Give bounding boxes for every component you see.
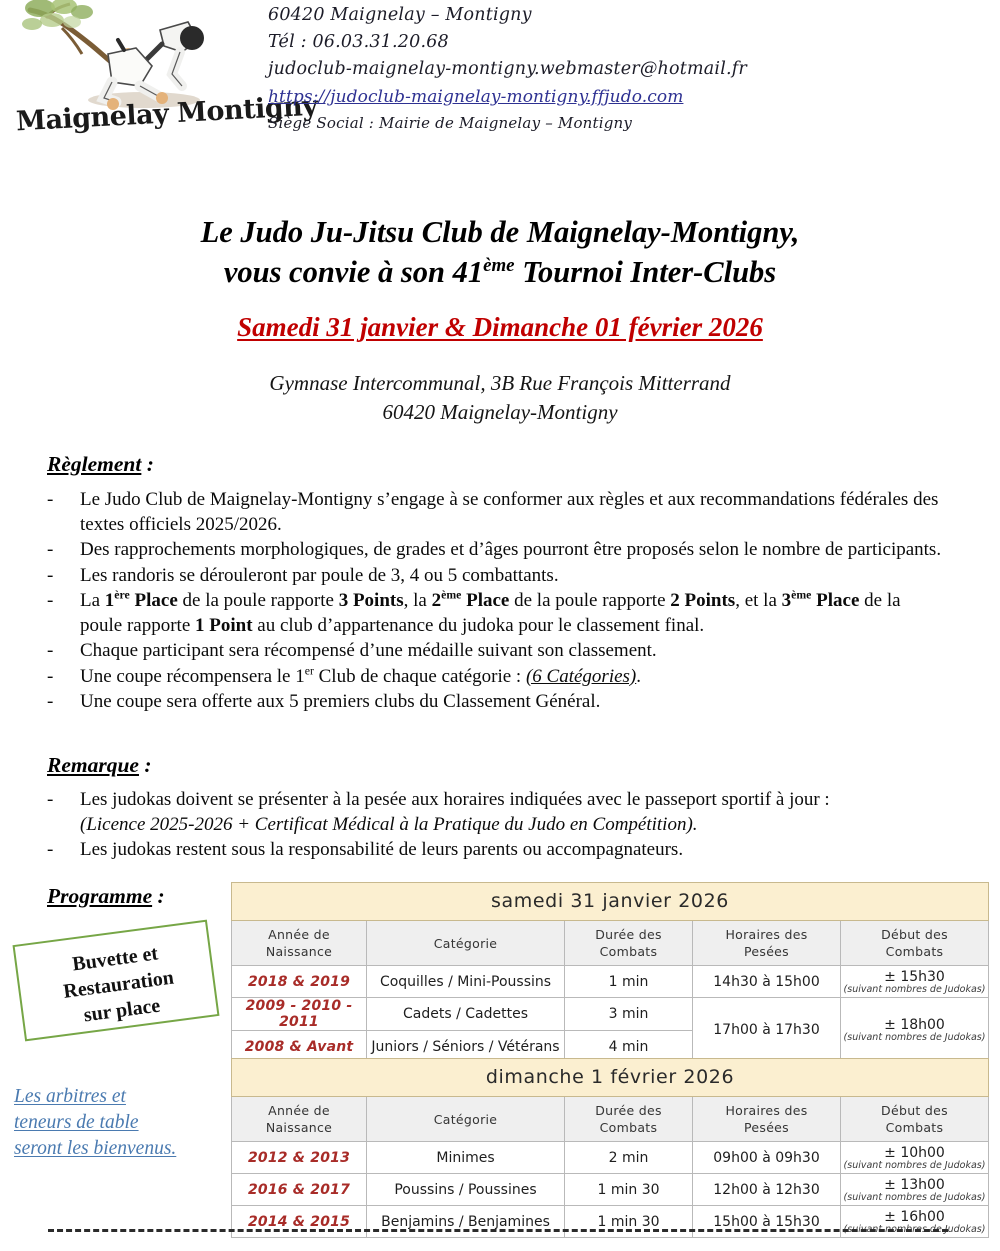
event-venue-line1: Gymnase Intercommunal, 3B Rue François Mitterrand bbox=[269, 371, 731, 395]
event-title-ordinal-suffix: ème bbox=[483, 254, 515, 276]
table-day-title-row bbox=[232, 883, 989, 921]
cell-category: Cadets / Cadettes bbox=[367, 998, 565, 1031]
cell-weighin: 12h00 à 12h30 bbox=[693, 1174, 841, 1206]
referees-line2: teneurs de table bbox=[14, 1112, 139, 1133]
remark-heading bbox=[47, 753, 152, 778]
cell-start bbox=[841, 966, 989, 998]
rules-item: - Les randoris se dérouleront par poule de 3, 4 ou 5 combattants. bbox=[40, 564, 945, 589]
table-row bbox=[232, 998, 989, 1031]
remark-item-weighin bbox=[40, 788, 945, 837]
rules-item: - Le Judo Club de Maignelay-Montigny s’engage à se conformer aux règles et aux recommandations fédérales des textes officiels 2025/2026. bbox=[40, 488, 945, 537]
club-logo-caption: Maignelay Montigny bbox=[15, 90, 319, 138]
cell-category: Minimes bbox=[367, 1142, 565, 1174]
table-row bbox=[232, 1174, 989, 1206]
cell-year: 2014 & 2015 bbox=[232, 1206, 367, 1238]
rules-item: - Des rapprochements morphologiques, de grades et d’âges pourront être proposés selon le nombre de participants. bbox=[40, 538, 945, 563]
event-venue bbox=[0, 369, 1000, 427]
cell-weighin: 14h30 à 15h00 bbox=[693, 966, 841, 998]
cell-category: Coquilles / Mini-Poussins bbox=[367, 966, 565, 998]
event-title bbox=[0, 212, 1000, 292]
club-logo bbox=[12, 0, 319, 150]
rules-item: - Une coupe sera offerte aux 5 premiers clubs du Classement Général. bbox=[40, 690, 945, 715]
table-header-row bbox=[232, 921, 989, 966]
column-header-weighin: Horaires des Pesées bbox=[693, 1097, 841, 1142]
remark-section bbox=[40, 788, 945, 864]
column-header-start: Début des Combats bbox=[841, 1097, 989, 1142]
table-row bbox=[232, 966, 989, 998]
cell-start bbox=[841, 1174, 989, 1206]
cell-start-note: (suivant nombres de Judokas) bbox=[843, 983, 986, 995]
rules-heading-colon: : bbox=[141, 452, 154, 476]
cell-year: 2008 & Avant bbox=[232, 1031, 367, 1063]
remark-heading-text: Remarque bbox=[47, 753, 139, 777]
cell-weighin: 17h00 à 17h30 bbox=[693, 998, 841, 1063]
cell-start-note: (suivant nombres de Judokas) bbox=[843, 1191, 986, 1203]
event-title-line2-post: Tournoi Inter-Clubs bbox=[514, 255, 777, 289]
column-header-category: Catégorie bbox=[367, 921, 565, 966]
cell-year: 2009 - 2010 - 2011 bbox=[232, 998, 367, 1031]
remark-list bbox=[40, 788, 945, 863]
document-header bbox=[0, 0, 1000, 165]
event-title-line1: Le Judo Ju-Jitsu Club de Maignelay-Montigny, bbox=[200, 215, 800, 249]
rules-section bbox=[40, 488, 945, 716]
buvette-line2: Restauration bbox=[62, 966, 176, 1003]
rules-heading-text: Règlement bbox=[47, 452, 142, 476]
event-title-block bbox=[0, 212, 1000, 427]
cell-start bbox=[841, 1206, 989, 1238]
cell-duration: 2 min bbox=[565, 1142, 693, 1174]
buvette-text bbox=[16, 933, 221, 1036]
remark-licence-note: (Licence 2025-2026 + Certificat Médical à la Pratique du Judo en Compétition). bbox=[80, 813, 698, 835]
sunday-title: dimanche 1 février 2026 bbox=[232, 1059, 989, 1097]
cell-year: 2012 & 2013 bbox=[232, 1142, 367, 1174]
cell-start bbox=[841, 1142, 989, 1174]
footer-clipped-content bbox=[40, 1241, 945, 1251]
cell-duration: 1 min 30 bbox=[565, 1206, 693, 1238]
buvette-box bbox=[13, 920, 220, 1042]
cell-start-time: ± 16h00 bbox=[884, 1208, 945, 1225]
cell-weighin: 09h00 à 09h30 bbox=[693, 1142, 841, 1174]
event-title-line2 bbox=[0, 252, 1000, 292]
referees-welcome-note bbox=[14, 1084, 214, 1162]
cell-year: 2016 & 2017 bbox=[232, 1174, 367, 1206]
rules-item-coupe-categorie: - Une coupe récompensera le 1er Club de chaque catégorie : (6 Catégories). bbox=[40, 665, 945, 690]
referees-line3: seront les bienvenus. bbox=[14, 1138, 177, 1159]
programme-heading bbox=[47, 884, 165, 909]
cell-start-note: (suivant nombres de Judokas) bbox=[843, 1223, 986, 1235]
club-address: 60420 Maignelay – Montigny bbox=[268, 5, 532, 25]
table-row bbox=[232, 1206, 989, 1238]
buvette-line1: Buvette et bbox=[71, 942, 160, 976]
cell-duration: 1 min 30 bbox=[565, 1174, 693, 1206]
referees-line1: Les arbitres et bbox=[14, 1086, 126, 1107]
table-row bbox=[232, 1142, 989, 1174]
cell-category: Poussins / Poussines bbox=[367, 1174, 565, 1206]
cell-duration: 1 min bbox=[565, 966, 693, 998]
table-header-row bbox=[232, 1097, 989, 1142]
remark-item-responsibility: - Les judokas restent sous la responsabilité de leurs parents ou accompagnateurs. bbox=[40, 838, 945, 863]
club-website-link[interactable]: https://judoclub-maignelay-montigny.ffjudo.com bbox=[268, 87, 684, 107]
cell-category: Benjamins / Benjamines bbox=[367, 1206, 565, 1238]
programme-heading-colon: : bbox=[152, 884, 165, 908]
column-header-year: Année de Naissance bbox=[232, 1097, 367, 1142]
cell-duration: 4 min bbox=[565, 1031, 693, 1063]
cell-start-time: ± 15h30 bbox=[884, 968, 945, 985]
programme-heading-text: Programme bbox=[47, 884, 153, 908]
sunday-rows bbox=[232, 1142, 989, 1238]
club-email[interactable]: judoclub-maignelay-montigny.webmaster@hotmail.fr bbox=[268, 59, 747, 79]
remark-weighin-text: Les judokas doivent se présenter à la pesée aux horaires indiquées avec le passeport sportif à jour : bbox=[80, 789, 830, 810]
schedule-table-saturday bbox=[231, 882, 989, 1063]
cell-start-note: (suivant nombres de Judokas) bbox=[843, 1159, 986, 1171]
column-header-weighin: Horaires des Pesées bbox=[693, 921, 841, 966]
club-registered-office: Siège Social : Mairie de Maignelay – Montigny bbox=[268, 114, 633, 132]
schedule-table-sunday bbox=[231, 1058, 989, 1238]
event-title-line2-pre: vous convie à son 41 bbox=[223, 255, 484, 289]
rules-list bbox=[40, 488, 945, 715]
club-phone: Tél : 06.03.31.20.68 bbox=[268, 32, 449, 52]
rules-item: - Chaque participant sera récompensé d’une médaille suivant son classement. bbox=[40, 639, 945, 664]
saturday-rows bbox=[232, 966, 989, 1063]
rules-item-points: - La 1ère Place de la poule rapporte 3 Points, la 2ème Place de la poule rapporte 2 Points, et la 3ème Place de la poule rapporte 1 Point au club d’appartenance du judoka pour le classement final. bbox=[40, 589, 945, 638]
cell-start-time: ± 10h00 bbox=[884, 1144, 945, 1161]
column-header-category: Catégorie bbox=[367, 1097, 565, 1142]
cell-start-note: (suivant nombres de Judokas) bbox=[843, 1032, 986, 1043]
buvette-line3: sur place bbox=[82, 994, 162, 1027]
table-day-title-row bbox=[232, 1059, 989, 1097]
cell-start-time: ± 13h00 bbox=[884, 1176, 945, 1193]
cell-year: 2018 & 2019 bbox=[232, 966, 367, 998]
remark-heading-colon: : bbox=[138, 753, 152, 777]
saturday-title: samedi 31 janvier 2026 bbox=[232, 883, 989, 921]
column-header-year: Année de Naissance bbox=[232, 921, 367, 966]
column-header-start: Début des Combats bbox=[841, 921, 989, 966]
cell-category: Juniors / Séniors / Vétérans bbox=[367, 1031, 565, 1063]
cell-weighin: 15h00 à 15h30 bbox=[693, 1206, 841, 1238]
club-contact-info bbox=[268, 2, 968, 135]
event-dates: Samedi 31 janvier & Dimanche 01 février 2026 bbox=[237, 312, 763, 342]
dashed-cut-line bbox=[48, 1229, 948, 1232]
column-header-duration: Durée des Combats bbox=[565, 921, 693, 966]
cell-start bbox=[841, 998, 989, 1063]
rules-heading bbox=[47, 452, 154, 477]
column-header-duration: Durée des Combats bbox=[565, 1097, 693, 1142]
event-venue-line2: 60420 Maignelay-Montigny bbox=[382, 400, 618, 424]
cell-start-time: ± 18h00 bbox=[884, 1017, 945, 1033]
cell-duration: 3 min bbox=[565, 998, 693, 1031]
